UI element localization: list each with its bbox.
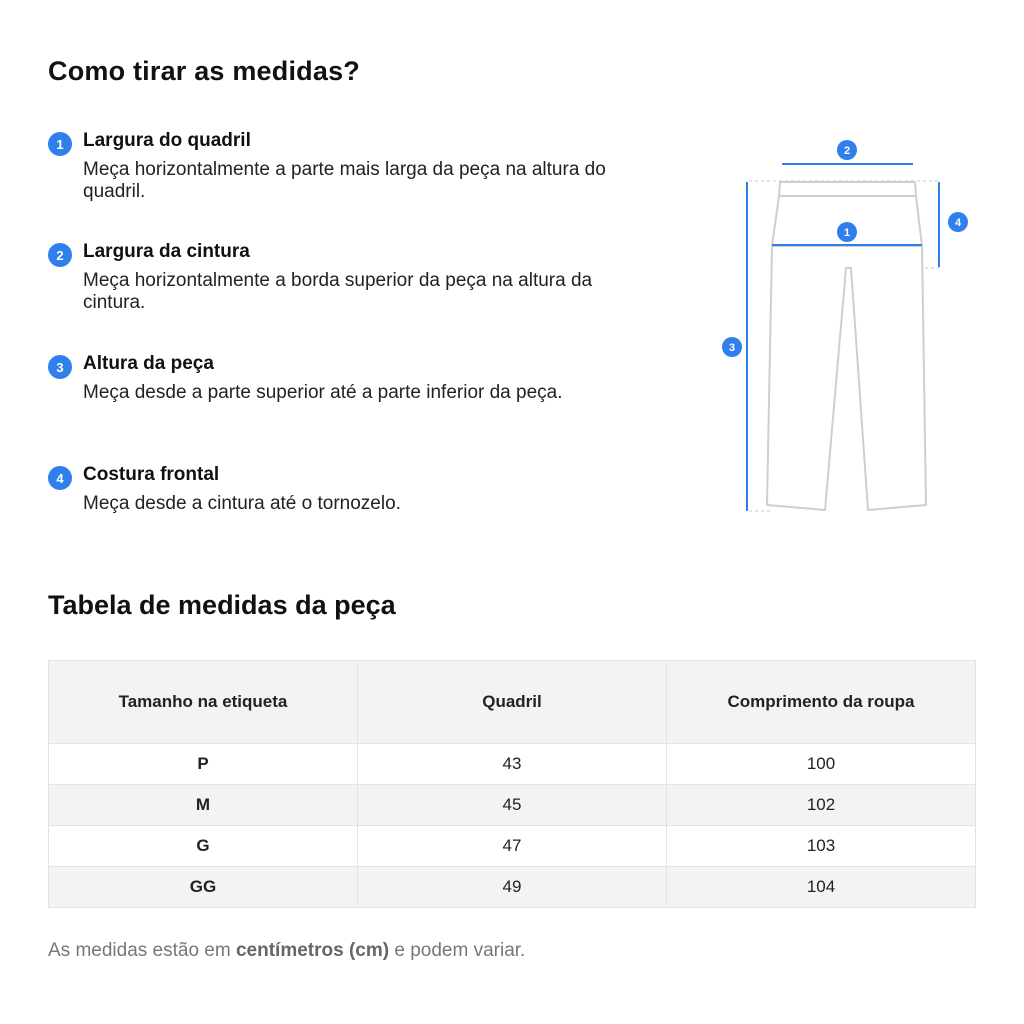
- step-title: Largura da cintura: [83, 241, 250, 262]
- step-number-badge: 4: [48, 466, 72, 490]
- length-cell: 102: [667, 785, 976, 826]
- svg-text:1: 1: [843, 227, 851, 239]
- step-description: Meça horizontalmente a borda superior da peça na altura da cintura.: [83, 270, 593, 313]
- step-title: Largura do quadril: [83, 130, 251, 151]
- hip-cell: 43: [358, 744, 667, 785]
- step-number-badge: 2: [48, 243, 72, 267]
- step-description: Meça horizontalmente a parte mais larga da peça na altura do quadril.: [83, 159, 606, 202]
- step-number-badge: 1: [48, 132, 72, 156]
- table-row: [49, 826, 976, 867]
- units-note-emphasis: centímetros (cm): [235, 940, 390, 961]
- hip-cell: 45: [358, 785, 667, 826]
- marker-3-icon: [722, 337, 742, 357]
- hip-cell: 47: [358, 826, 667, 867]
- svg-text:4: 4: [954, 217, 962, 229]
- table-row: [49, 744, 976, 785]
- length-cell: 104: [667, 867, 976, 908]
- units-note: [48, 940, 525, 962]
- column-header-size: Tamanho na etiqueta: [49, 661, 358, 744]
- length-cell: 103: [667, 826, 976, 867]
- marker-4-icon: [948, 212, 968, 232]
- units-note-suffix: e podem variar.: [389, 940, 526, 961]
- svg-text:2: 2: [843, 145, 851, 157]
- pants-measurement-diagram: [700, 130, 980, 520]
- step-number-badge: 3: [48, 355, 72, 379]
- column-header-hip: Quadril: [358, 661, 667, 744]
- size-cell: G: [49, 826, 358, 867]
- size-cell: M: [49, 785, 358, 826]
- step-description: Meça desde a cintura até o tornozelo.: [83, 493, 401, 514]
- marker-1-icon: [837, 222, 857, 242]
- diagram-markers: [722, 140, 968, 357]
- step-title: Costura frontal: [83, 464, 220, 485]
- step-description: Meça desde a parte superior até a parte inferior da peça.: [83, 382, 563, 403]
- hip-cell: 49: [358, 867, 667, 908]
- table-header-row: [49, 661, 976, 744]
- size-cell: P: [49, 744, 358, 785]
- marker-2-icon: [837, 140, 857, 160]
- table-title: Tabela de medidas da peça: [48, 590, 396, 620]
- page-title: Como tirar as medidas?: [48, 56, 360, 86]
- svg-text:3: 3: [728, 342, 736, 354]
- step-title: Altura da peça: [83, 353, 214, 374]
- table-row: [49, 785, 976, 826]
- column-header-length: Comprimento da roupa: [667, 661, 976, 744]
- length-cell: 100: [667, 744, 976, 785]
- size-cell: GG: [49, 867, 358, 908]
- table-row: [49, 867, 976, 908]
- units-note-prefix: As medidas estão em: [48, 940, 236, 961]
- size-table: [48, 660, 976, 908]
